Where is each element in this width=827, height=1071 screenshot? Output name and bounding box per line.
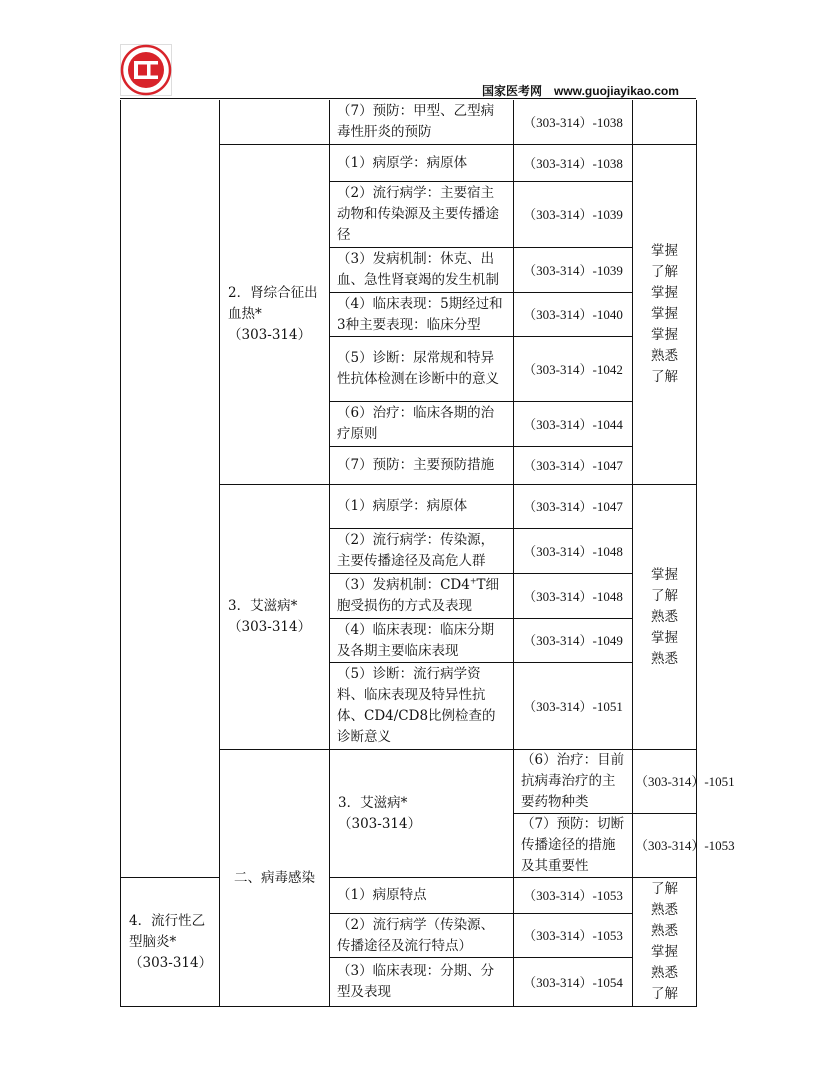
mastery-level: 熟悉	[651, 965, 678, 981]
mastery-level: 熟悉	[651, 902, 678, 918]
content-cell	[330, 574, 514, 619]
code-cell: （303-314）-1038	[514, 100, 633, 145]
content-cell: （6）治疗：目前抗病毒治疗的主要药物种类	[514, 750, 633, 814]
code-cell: （303-314）-1051	[514, 663, 633, 750]
disease-name: 4．流行性乙型脑炎*	[129, 912, 206, 950]
mastery-level: 了解	[651, 587, 678, 604]
content-cell: （3）临床表现：分期、分型及表现	[330, 958, 514, 1007]
content-cell: （3）发病机制：休克、出血、急性肾衰竭的发生机制	[330, 248, 514, 293]
mastery-level: 了解	[651, 369, 678, 385]
content-text: （3）发病机制：CD4	[337, 577, 470, 593]
mastery-level: 熟悉	[651, 608, 678, 625]
site-header	[482, 82, 679, 99]
mastery-level: 掌握	[651, 566, 678, 583]
disease-cell-aids	[220, 485, 330, 750]
code-cell: （303-314）-1053	[514, 878, 633, 914]
content-cell: （1）病原学：病原体	[330, 145, 514, 182]
code-cell: （303-314）-1044	[514, 402, 633, 447]
content-cell: （1）病原学：病原体	[330, 485, 514, 529]
mastery-level: 了解	[651, 881, 678, 897]
code-cell: （303-314）-1047	[514, 485, 633, 529]
disease-cell-hfrs	[220, 145, 330, 485]
code-cell: （303-314）-1040	[514, 293, 633, 337]
mastery-level: 掌握	[651, 629, 678, 646]
mastery-level: 了解	[651, 264, 678, 280]
code-cell: （303-314）-1053	[514, 914, 633, 958]
content-cell: （4）临床表现：5期经过和3种主要表现：临床分型	[330, 293, 514, 337]
site-url[interactable]: www.guojiayikao.com	[554, 84, 679, 98]
disease-code: （303-314）	[228, 327, 312, 343]
code-cell: （303-314）-1039	[514, 182, 633, 248]
disease-cell-aids-cont	[330, 750, 514, 878]
code-cell: （303-314）-1049	[514, 619, 633, 663]
code-cell: （303-314）-1054	[514, 958, 633, 1007]
header-rule	[120, 98, 696, 99]
code-cell: （303-314）-1039	[514, 248, 633, 293]
disease-cell-jev	[121, 878, 220, 1007]
mastery-cell	[633, 145, 697, 485]
disease-code: （303-314）	[129, 954, 213, 971]
category-cell-empty	[121, 100, 220, 878]
content-cell: （7）预防：甲型、乙型病毒性肝炎的预防	[330, 100, 514, 145]
table-row	[121, 100, 697, 145]
mastery-level: 掌握	[651, 306, 678, 322]
mastery-cell	[633, 878, 697, 1007]
code-cell: （303-314）-1042	[514, 337, 633, 402]
mastery-level: 掌握	[651, 243, 678, 259]
content-cell: （4）临床表现：临床分期及各期主要临床表现	[330, 619, 514, 663]
disease-cell-empty	[220, 100, 330, 145]
site-logo-seal	[120, 44, 172, 96]
content-cell: （5）诊断：流行病学资料、临床表现及特异性抗体、CD4/CD8比例检查的诊断意义	[330, 663, 514, 750]
disease-name: 3．艾滋病*	[228, 598, 298, 614]
content-cell: （2）流行病学：主要宿主动物和传染源及主要传播途径	[330, 182, 514, 248]
category-cell: 二、病毒感染	[220, 750, 330, 1007]
mastery-level: 掌握	[651, 944, 678, 960]
disease-name: 3．艾滋病*	[338, 794, 408, 811]
mastery-level: 了解	[651, 986, 678, 1002]
disease-code: （303-314）	[338, 815, 422, 832]
superscript: +	[469, 576, 477, 586]
content-cell: （7）预防：切断传播途径的措施及其重要性	[514, 814, 633, 878]
code-cell: （303-314）-1053	[633, 814, 697, 878]
syllabus-table	[120, 100, 735, 1007]
code-cell: （303-314）-1051	[633, 750, 697, 814]
mastery-level: 熟悉	[651, 650, 678, 667]
content-cell: （6）治疗：临床各期的治疗原则	[330, 402, 514, 447]
site-name: 国家医考网	[482, 84, 543, 98]
content-text: T细胞受损伤的方式及表现	[337, 577, 500, 614]
mastery-level: 熟悉	[651, 348, 678, 364]
mastery-level: 熟悉	[651, 923, 678, 939]
code-cell: （303-314）-1048	[514, 529, 633, 574]
mastery-level: 掌握	[651, 285, 678, 301]
disease-name: 2．肾综合征出血热*	[228, 285, 318, 322]
content-cell: （5）诊断：尿常规和特异性抗体检测在诊断中的意义	[330, 337, 514, 402]
code-cell: （303-314）-1047	[514, 447, 633, 485]
mastery-cell	[633, 485, 697, 750]
code-cell: （303-314）-1048	[514, 574, 633, 619]
disease-code: （303-314）	[228, 619, 312, 635]
mastery-level: 掌握	[651, 327, 678, 343]
content-cell: （1）病原特点	[330, 878, 514, 914]
table-row	[121, 878, 697, 914]
content-cell: （7）预防：主要预防措施	[330, 447, 514, 485]
mastery-cell-empty	[633, 100, 697, 145]
content-cell: （2）流行病学：传染源，主要传播途径及高危人群	[330, 529, 514, 574]
code-cell: （303-314）-1038	[514, 145, 633, 182]
content-cell: （2）流行病学（传染源、传播途径及流行特点）	[330, 914, 514, 958]
